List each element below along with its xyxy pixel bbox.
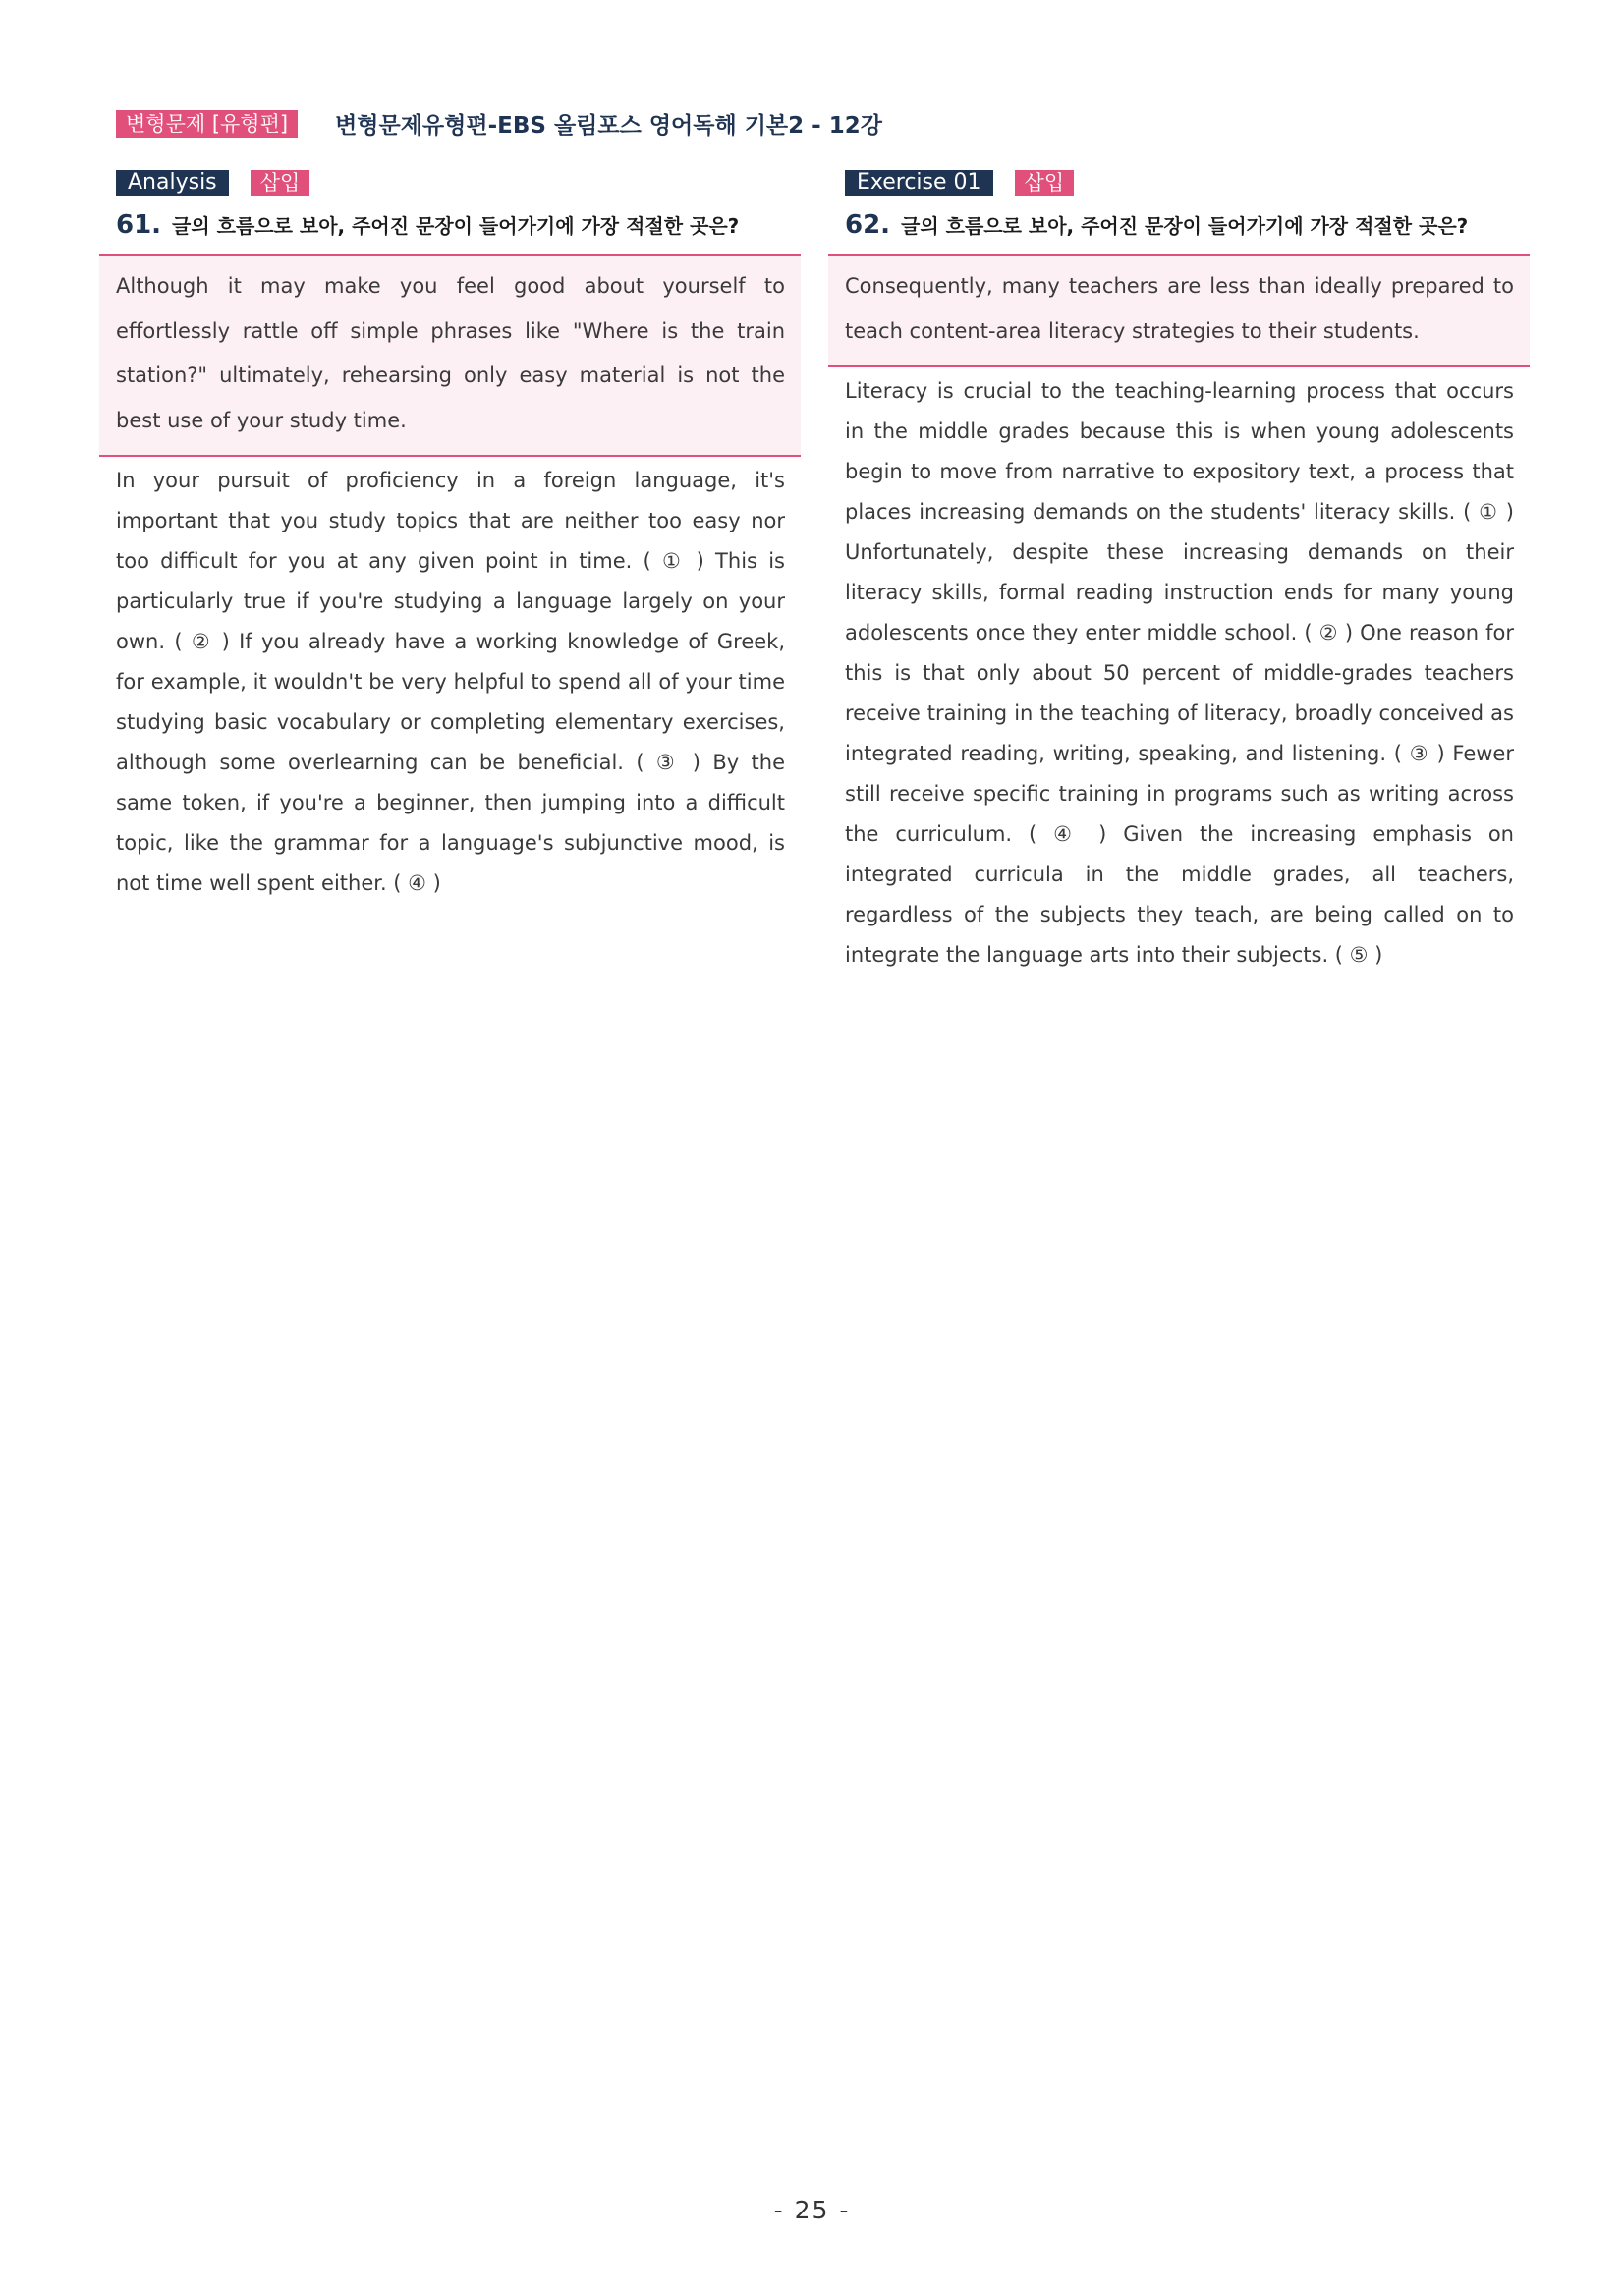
left-question <box>99 207 767 245</box>
right-given-sentence: Consequently, many teachers are less than ideally prepared to teach content-area literacy strategies to their students. <box>828 254 1530 367</box>
left-column <box>99 170 801 904</box>
analysis-label: Analysis <box>116 170 229 196</box>
right-passage: Literacy is crucial to the teaching-learning process that occurs in the middle grades because this is when young adolescents begin to move from narrative to expository text, a process that places increasing demands on the students' literacy skills. ( ① ) Unfortunately, despite these increasing demands on their literacy skills, formal reading instruction ends for many young adolescents once they enter middle school. ( ② ) One reason for this is that only about 50 percent of middle-grades teachers receive training in the teaching of literacy, broadly conceived as integrated reading, writing, speaking, and listening. ( ③ ) Fewer still receive specific training in programs such as writing across the curriculum. ( ④ ) Given the increasing emphasis on integrated curricula in the middle grades, all teachers, regardless of the subjects they teach, are being called on to integrate the language arts into their subjects. ( ⑤ ) <box>845 379 1514 967</box>
right-question <box>828 207 1496 245</box>
left-passage: In your pursuit of proficiency in a foreign language, it's important that you study topics that are neither too easy nor too difficult for you at any given point in time. ( ① ) This is particularly true if you're studying a language largely on your own. ( ② ) If you already have a working knowledge of Greek, for example, it wouldn't be very helpful to spend all of your time studying basic vocabulary or completing elementary exercises, although some overlearning can be beneficial. ( ③ ) By the same token, if you're a beginner, then jumping into a difficult topic, like the grammar for a language's subjunctive mood, is not time well spent either. ( ④ ) <box>116 469 785 895</box>
right-question-text: 글의 흐름으로 보아, 주어진 문장이 들어가기에 가장 적절한 곳은? <box>901 214 1469 238</box>
left-label-row <box>99 170 801 196</box>
left-question-number: 61. <box>116 210 162 240</box>
left-question-text: 글의 흐름으로 보아, 주어진 문장이 들어가기에 가장 적절한 곳은? <box>172 214 740 238</box>
left-type-tag: 삽입 <box>251 170 310 196</box>
page-header <box>116 107 882 140</box>
category-tag: 변형문제 [유형편] <box>116 110 298 138</box>
right-column <box>828 170 1530 976</box>
right-question-number: 62. <box>845 210 891 240</box>
page-title: 변형문제유형편-EBS 올림포스 영어독해 기본2 - 12강 <box>335 113 882 139</box>
left-given-sentence: Although it may make you feel good about yourself to effortlessly rattle off simple phrases like "Where is the train station?" ultimately, rehearsing only easy material is not the best use of your study time. <box>99 254 801 457</box>
page-number: - 25 - <box>773 2196 851 2224</box>
right-type-tag: 삽입 <box>1015 170 1075 196</box>
right-label-row <box>828 170 1530 196</box>
exercise-label: Exercise 01 <box>845 170 993 196</box>
